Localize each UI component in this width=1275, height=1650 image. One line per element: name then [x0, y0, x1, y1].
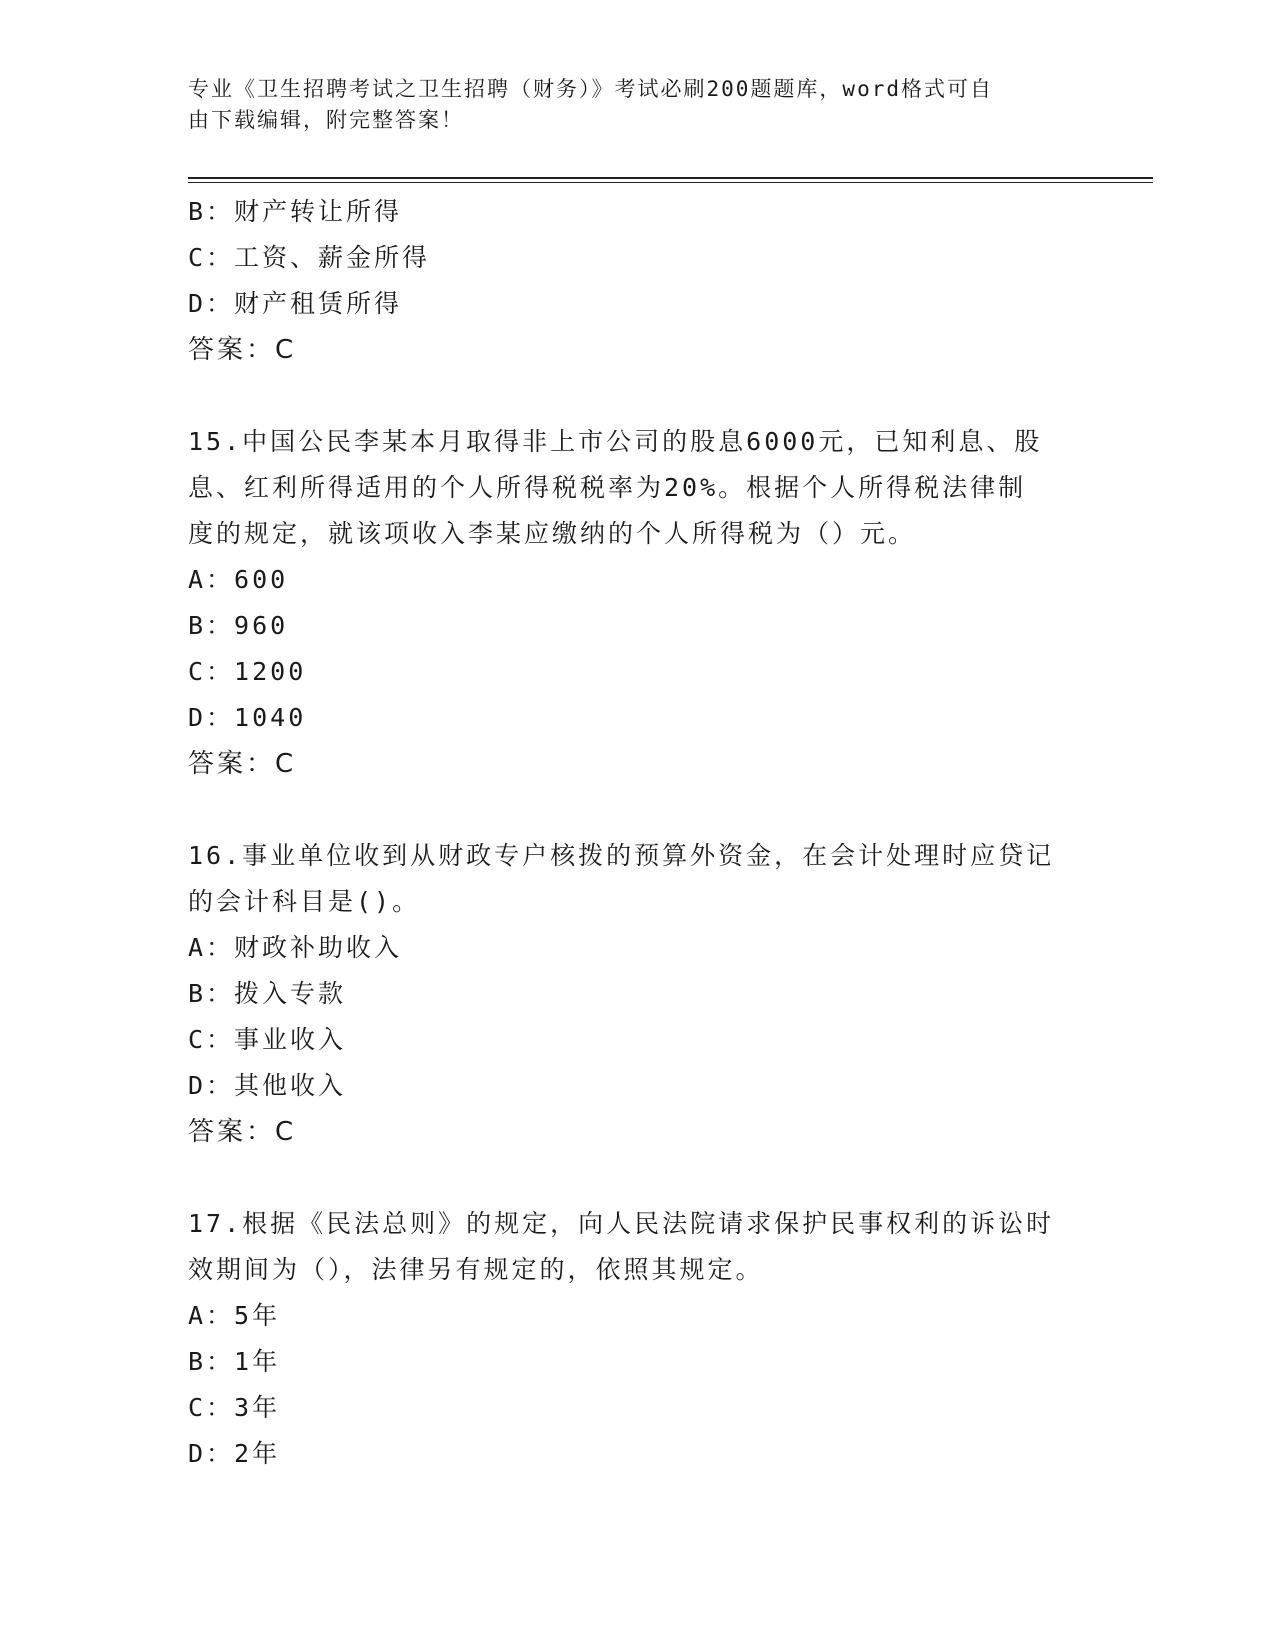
option-c: C：1200 [188, 657, 307, 686]
spacer [188, 373, 1088, 419]
option-b: B：960 [188, 611, 289, 640]
option-d: D：财产租赁所得 [188, 289, 403, 318]
answer-line: 答案：C [188, 749, 297, 779]
option-a: A：5年 [188, 1301, 281, 1330]
option-c: C：工资、薪金所得 [188, 243, 431, 272]
question-text-line: 17.根据《民法总则》的规定，向人民法院请求保护民事权利的诉讼时 [188, 1209, 1055, 1238]
header-title-line1: 专业《卫生招聘考试之卫生招聘（财务）》考试必刷200题题库，word格式可自 [188, 77, 993, 101]
prev-question-block [188, 189, 1088, 373]
spacer [188, 1155, 1088, 1201]
spacer [188, 787, 1088, 833]
question-block-17 [188, 1201, 1088, 1477]
question-text-line: 效期间为（），法律另有规定的，依照其规定。 [188, 1255, 764, 1284]
answer-line: 答案：C [188, 335, 297, 365]
header-title-line2: 由下载编辑，附完整答案！ [188, 108, 464, 132]
option-b: B：1年 [188, 1347, 281, 1376]
option-d: D：1040 [188, 703, 307, 732]
option-a: A：财政补助收入 [188, 933, 403, 962]
option-d: D：其他收入 [188, 1071, 347, 1100]
document-header [188, 74, 1068, 136]
option-a: A：600 [188, 565, 289, 594]
header-divider-thick [188, 177, 1153, 179]
option-d: D：2年 [188, 1439, 281, 1468]
question-block-16 [188, 833, 1088, 1155]
question-text-line: 15.中国公民李某本月取得非上市公司的股息6000元，已知利息、股 [188, 427, 1043, 456]
header-divider-thin [188, 182, 1153, 183]
question-text-line: 16.事业单位收到从财政专户核拨的预算外资金，在会计处理时应贷记 [188, 841, 1055, 870]
answer-line: 答案：C [188, 1117, 297, 1147]
question-text-line: 息、红利所得适用的个人所得税税率为20%。根据个人所得税法律制 [188, 473, 1027, 502]
question-text-line: 的会计科目是()。 [188, 887, 421, 916]
question-text-line: 度的规定，就该项收入李某应缴纳的个人所得税为（）元。 [188, 519, 917, 548]
option-c: C：3年 [188, 1393, 281, 1422]
option-b: B：拨入专款 [188, 979, 347, 1008]
option-b: B：财产转让所得 [188, 197, 403, 226]
question-block-15 [188, 419, 1088, 787]
document-body [188, 189, 1088, 1477]
option-c: C：事业收入 [188, 1025, 347, 1054]
